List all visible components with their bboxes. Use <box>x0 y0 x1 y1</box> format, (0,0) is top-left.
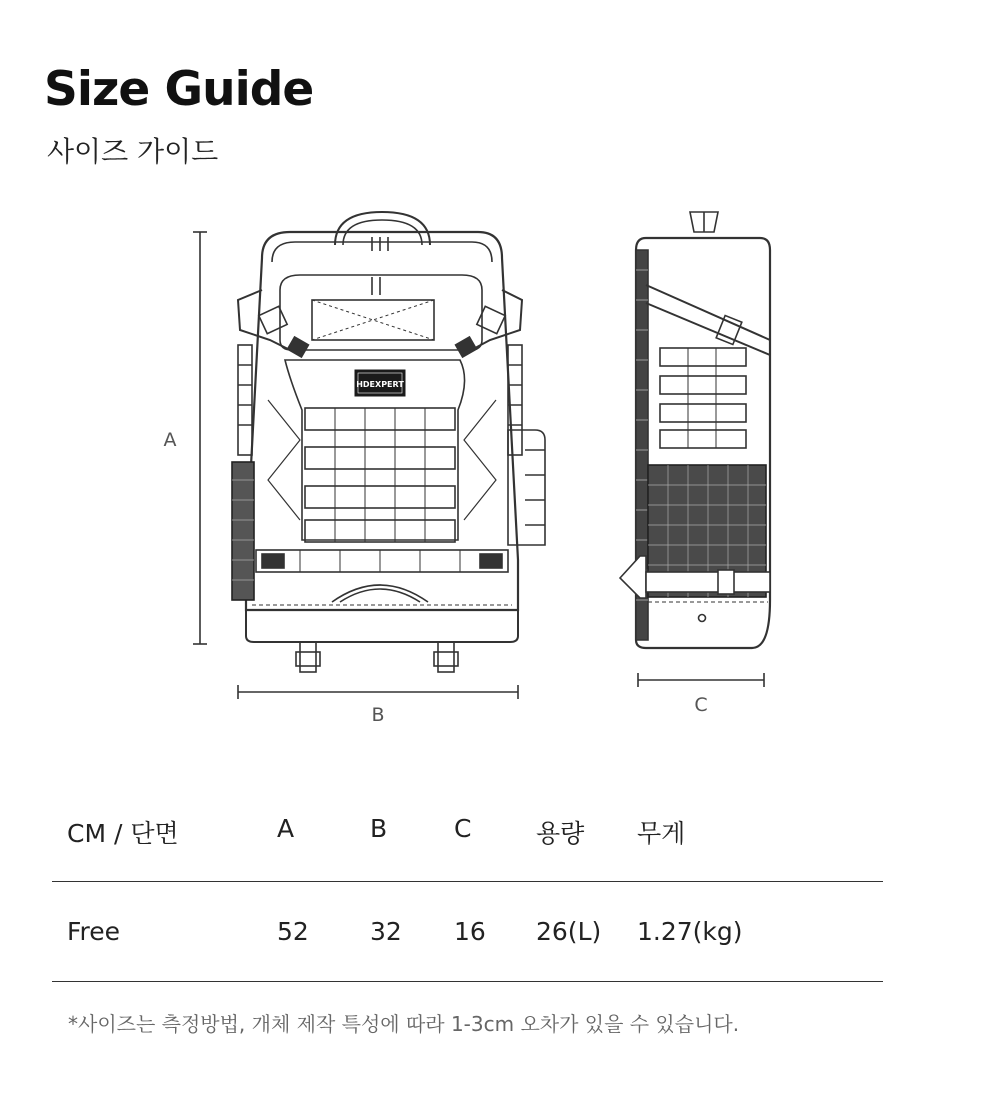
dimension-c-line <box>638 673 764 687</box>
dimension-a-label: A <box>163 429 177 451</box>
size-disclaimer: *사이즈는 측정방법, 개체 제작 특성에 따라 1-3cm 오차가 있을 수 있습니다. <box>68 1012 740 1036</box>
row-a-value: 52 <box>277 917 309 946</box>
side-molle-webbing <box>660 348 746 448</box>
molle-webbing <box>305 408 455 542</box>
header-cell-b: B <box>370 814 388 843</box>
row-weight-value: 1.27(kg) <box>637 917 743 946</box>
brand-patch-text: HDEXPERT <box>356 380 404 389</box>
dimension-c-label: C <box>694 694 708 716</box>
table-header-row <box>52 790 883 880</box>
header-cell-c: C <box>454 814 472 843</box>
table-divider-bottom <box>52 981 883 982</box>
row-b-value: 32 <box>370 917 402 946</box>
row-capacity-value: 26(L) <box>536 917 602 946</box>
size-table <box>52 790 883 880</box>
backpack-diagram <box>0 200 1000 740</box>
table-divider-top <box>52 881 883 882</box>
backpack-side-view <box>620 212 770 648</box>
dimension-b-label: B <box>371 704 385 726</box>
brand-patch <box>355 370 405 396</box>
header-cell-weight: 무게 <box>637 819 686 848</box>
dimension-b-line <box>238 685 518 699</box>
header-cell-capacity: 용량 <box>536 819 585 848</box>
table-row <box>52 893 883 983</box>
size-table-body <box>52 893 883 983</box>
row-size: Free <box>67 917 121 946</box>
dimension-a-line <box>193 232 207 644</box>
row-c-value: 16 <box>454 917 486 946</box>
header-cell-a: A <box>277 814 295 843</box>
page-subtitle: 사이즈 가이드 <box>47 135 219 168</box>
backpack-front-view <box>232 212 545 672</box>
header-cell-section: CM / 단면 <box>67 819 179 848</box>
page-title: Size Guide <box>44 62 314 117</box>
